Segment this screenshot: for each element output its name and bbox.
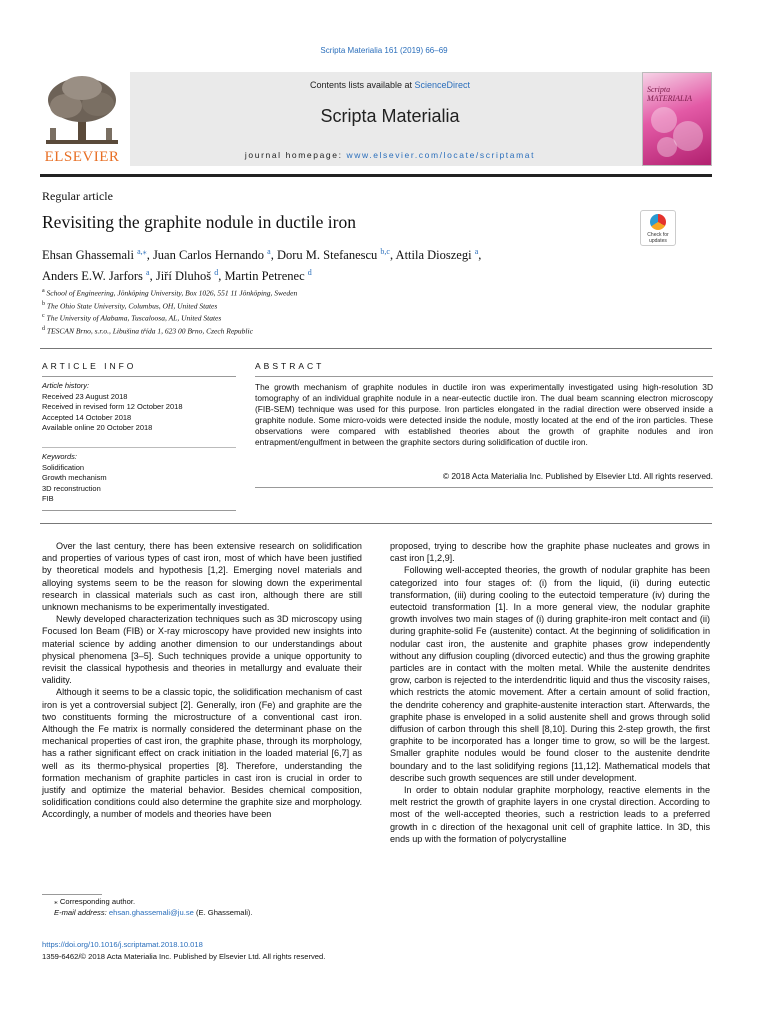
- affiliation-text: The Ohio State University, Columbus, OH, United States: [46, 301, 218, 310]
- history-item: Received 23 August 2018: [42, 391, 128, 401]
- abstract-copyright: © 2018 Acta Materialia Inc. Published by Elsevier Ltd. All rights reserved.: [442, 471, 713, 481]
- author-affiliation-mark[interactable]: a: [267, 247, 271, 256]
- author-affiliation-mark[interactable]: d: [214, 268, 219, 278]
- affiliation: [42, 286, 297, 299]
- affiliation-text: The University of Alabama, Tuscaloosa, AL, United States: [46, 313, 222, 323]
- body-column-right: [390, 540, 710, 845]
- check-for-updates-button[interactable]: [640, 210, 676, 246]
- cover-decoration: [657, 137, 677, 157]
- affiliation: [42, 324, 297, 337]
- article-info-heading: ARTICLE INFO: [42, 361, 137, 371]
- history-item: Received in revised form 12 October 2018: [42, 402, 183, 411]
- affiliation-text: TESCAN Brno, s.r.o., Libušina třída 1, 623 00 Brno, Czech Republic: [46, 326, 253, 335]
- article-title: Revisiting the graphite nodule in ductile iron: [42, 212, 356, 232]
- affiliation-key: c: [42, 313, 45, 319]
- homepage-link[interactable]: www.elsevier.com/locate/scriptamat: [346, 150, 536, 160]
- footnote-mark: ⁎: [54, 897, 58, 906]
- author-separator: ,: [146, 248, 153, 263]
- issn-copyright: 1359-6462/© 2018 Acta Materialia Inc. Published by Elsevier Ltd. All rights reserved.: [42, 952, 326, 961]
- journal-banner: [130, 72, 650, 166]
- affiliation: [42, 299, 297, 312]
- author-name[interactable]: Attila Dioszegi: [395, 248, 472, 263]
- affiliation-key: d: [42, 325, 45, 332]
- author-name[interactable]: Doru M. Stefanescu: [276, 248, 378, 263]
- divider: [42, 510, 236, 511]
- corresponding-author-note: [54, 896, 253, 907]
- author-separator: ,: [478, 248, 482, 263]
- body-paragraph: Newly developed characterization techniques such as 3D microscopy using Focused Ion Beam (FIB) or X-ray microscopy have provided new insights into material science by adding another dimension to our understandings about physical phenomena [3–5]. Such techniques provide a unique opportunity to revisit the classical hypothesis and theories in metallurgy and evaluate their validity.: [42, 614, 362, 686]
- body-paragraph: In order to obtain nodular graphite morphology, reactive elements in the melt restrict the growth of graphite layers in one crystal direction. According to most of the well-accepted theories, such a restriction leads to a preferred growth in c direction of the hexagonal unit cell of graphite lattice. In 3D, this ends up with the formation of polycrystalline: [390, 785, 710, 844]
- cover-decoration: [651, 107, 677, 133]
- author-list: [42, 243, 602, 285]
- author-affiliation-mark[interactable]: d: [307, 268, 312, 278]
- keyword: FIB: [42, 494, 54, 503]
- journal-title: Scripta Materialia: [320, 106, 460, 126]
- journal-reference-link[interactable]: Scripta Materialia 161 (2019) 66–69: [320, 46, 448, 55]
- affiliation-key: b: [42, 300, 45, 307]
- divider: [255, 487, 713, 488]
- keywords: [42, 452, 232, 505]
- abstract-heading: ABSTRACT: [255, 361, 325, 371]
- elsevier-wordmark: ELSEVIER: [44, 149, 120, 165]
- divider: [42, 447, 236, 448]
- section-divider: [40, 348, 712, 349]
- keyword: Solidification: [42, 462, 85, 472]
- sciencedirect-link[interactable]: ScienceDirect: [414, 80, 471, 90]
- divider: [42, 376, 236, 377]
- author-affiliation-mark[interactable]: a,⁎: [137, 247, 147, 256]
- author-name[interactable]: Ehsan Ghassemali: [42, 248, 134, 263]
- history-item: Accepted 14 October 2018: [42, 412, 132, 422]
- author-affiliation-mark[interactable]: b,c: [380, 247, 390, 256]
- check-updates-label: Check for updates: [647, 232, 669, 244]
- header-divider: [40, 174, 712, 177]
- affiliation-list: [42, 286, 297, 336]
- email-line: [54, 907, 253, 918]
- body-paragraph: Although it seems to be a classic topic, the solidification mechanism of cast iron is yet a controversial subject [2]. Generally, iron (Fe) and graphite are the two constituents forming the microstructure of a conventional cast iron. Although the Fe matrix is normally considered the determinant phase on the mechanical properties of cast iron, the graphite phase, through its morphology, has a rather significant effect on crack initiation in the loaded material [6,7] as well as its thermo-physical properties [8]. Therefore, understanding the formation mechanism of graphite particles in cast iron is crucial in order to justify and optimize the material behavior. Besides chemical composition, solidification conditions could also determine the graphite size and morphology. Accordingly, a number of models and theories have been: [42, 687, 362, 820]
- masthead: [40, 72, 712, 176]
- author-separator: ,: [389, 248, 396, 263]
- journal-cover-image[interactable]: [642, 72, 712, 166]
- author-affiliation-mark[interactable]: a: [146, 268, 150, 278]
- homepage-line: [130, 150, 650, 160]
- author-name[interactable]: Jiří Dluhoš: [155, 269, 212, 284]
- email-link[interactable]: ehsan.ghassemali@ju.se: [108, 908, 194, 917]
- author-separator: ,: [270, 248, 277, 263]
- keyword: Growth mechanism: [42, 473, 107, 482]
- email-suffix: (E. Ghassemali).: [195, 908, 253, 917]
- keyword: 3D reconstruction: [42, 483, 101, 493]
- author-separator: ,: [218, 269, 225, 284]
- body-paragraph: proposed, trying to describe how the graphite phase nucleates and grows in cast iron [1,2,9].: [390, 541, 710, 564]
- body-paragraph: Over the last century, there has been extensive research on solidification and properties of various types of cast iron, most of which have been justified by theoretical models and hypothesis [1,2]. Emerging novel materials and alloying systems seem to be the reason for slowing down the experimental research in classical materials such as cast iron, although there are still unknown mechanisms to be experimentally investigated.: [42, 541, 362, 613]
- body-paragraph: Following well-accepted theories, the growth of nodular graphite has been categorized into four stages of: (i) from the liquid, (ii) during eutectic transformation, (iii) during cooling to the eutectoid temperature (iv) during the eutectoid transformation [1]. In a more general view, the nodular graphite growth involves two main stages of (i) during graphite-iron melt contact and (ii) during graphite-solid Fe (austenite) contact. At the beginning of solidification in nodular cast iron, the austenite and graphite phases grow independently without any diffusion coupling (divorced eutectic) and thus the growing graphite particles are in contact with the molten metal. While the austenite dendrites grow, carbon is rejected to the interdendritic liquid and thus the viscosity raises, which restricts the atomic movement. After a certain amount of solid fraction, the dendrite coherency and graphite-austenite interaction start. Afterwards, the graphite phase is enveloped in a solid austenite shell and grows through solid diffusion of carbon through this shell [8,10]. During this 2-step growth, the first graphite to be incorporated has a longer time to grow, so will be the largest. Smaller graphite nodules would be found closer to the austenite dendrite boundary and to the last solidifying regions [11,12]. Mathematical models that describe such growth sequences are still under development.: [390, 565, 710, 783]
- body-column-left: [42, 540, 362, 821]
- body-divider: [40, 523, 712, 524]
- homepage-prefix: journal homepage:: [244, 150, 347, 160]
- cover-title: Scripta MATERIALIA: [647, 85, 693, 103]
- article-history: [42, 381, 232, 434]
- history-label: Article history:: [42, 381, 90, 390]
- email-label: E-mail address:: [54, 908, 107, 917]
- author-name[interactable]: Martin Petrenec: [224, 269, 305, 284]
- article-type: Regular article: [42, 189, 113, 203]
- check-updates-icon: [650, 214, 666, 230]
- keywords-label: Keywords:: [42, 452, 78, 461]
- doi-link[interactable]: https://doi.org/10.1016/j.scriptamat.2018.10.018: [42, 940, 203, 949]
- contents-line: [130, 80, 650, 90]
- abstract-text: The growth mechanism of graphite nodules in ductile iron was experimentally investigated using high-resolution 3D tomography of an individual graphite nodule in a near-eutectic ductile iron. The dual beam scanning electron microscopy (FIB-SEM) technique was used for this purpose. Iron particles elongated in the radial direction were observed inside a graphite nodule. Some micro-voids were detected inside the nodule, mostly located at the end of the iron particles. These observations were compared with established theories about the growth of graphite nodules and iron entrapment/engulfment in between the graphite sectors during solidification of ductile iron.: [255, 382, 713, 447]
- divider: [255, 376, 713, 377]
- footnote: [54, 896, 253, 918]
- corresponding-author-label: Corresponding author.: [59, 897, 136, 906]
- author-name[interactable]: Anders E.W. Jarfors: [42, 269, 143, 284]
- contents-prefix: Contents lists available at: [309, 80, 415, 90]
- cover-decoration: [673, 121, 703, 151]
- affiliation: [42, 311, 297, 324]
- footnote-divider: [42, 894, 102, 895]
- author-affiliation-mark[interactable]: a: [474, 247, 479, 256]
- author-separator: ,: [149, 269, 156, 284]
- elsevier-tree-icon: [40, 72, 124, 150]
- author-name[interactable]: Juan Carlos Hernando: [152, 248, 265, 263]
- history-item: Available online 20 October 2018: [42, 423, 153, 432]
- affiliation-key: a: [42, 288, 45, 294]
- elsevier-logo[interactable]: [40, 72, 124, 166]
- affiliation-text: School of Engineering, Jönköping University, Box 1026, 551 11 Jönköping, Sweden: [46, 288, 298, 298]
